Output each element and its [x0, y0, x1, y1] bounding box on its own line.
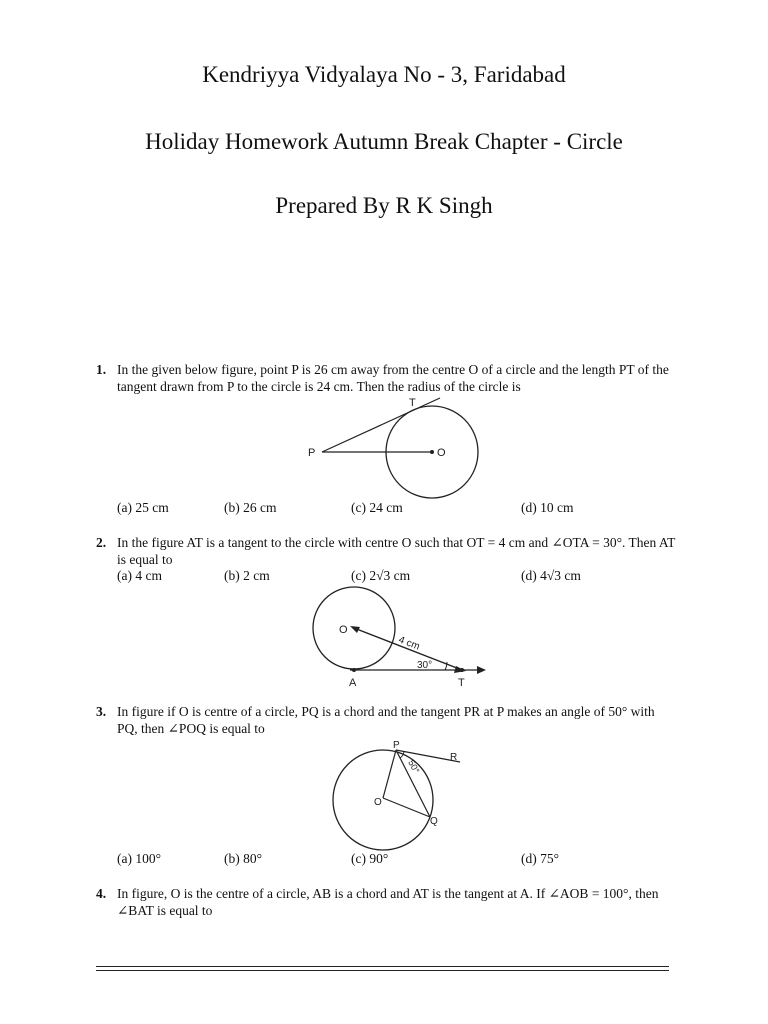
question-number: 4. — [96, 886, 107, 901]
figure-q1 — [300, 392, 490, 502]
label-t: T — [409, 397, 416, 409]
tangent-pt — [322, 398, 440, 452]
question-number: 1. — [96, 362, 107, 377]
arrowhead-o — [350, 626, 360, 633]
label-angle: 30° — [417, 660, 433, 671]
author-line: Prepared By R K Singh — [275, 193, 493, 218]
angle-arc — [400, 751, 404, 758]
question-number: 2. — [96, 535, 107, 550]
option-b: (b) 80° — [224, 851, 263, 866]
question-text: In figure, O is the centre of a circle, AB is a chord and AT is the tangent at A. If ∠AOB = 100°, then ∠BAT is equal to — [117, 886, 659, 918]
label-length: 4 cm — [396, 634, 422, 653]
label-a: A — [349, 677, 357, 689]
option-c: (c) 90° — [351, 851, 389, 866]
figure-q3 — [320, 738, 470, 853]
point-a — [352, 668, 356, 672]
arrowhead-t — [477, 666, 486, 674]
option-a: (a) 100° — [117, 851, 162, 866]
question-text: In the figure AT is a tangent to the circle with centre O such that OT = 4 cm and ∠OTA = 30°. Then AT is equal to — [117, 535, 676, 567]
footer-rule-bottom — [96, 970, 669, 971]
radius-op — [383, 750, 396, 798]
label-angle: 50° — [406, 758, 422, 775]
footer-rule-top — [96, 966, 669, 967]
option-d: (d) 4√3 cm — [521, 568, 581, 583]
school-name: Kendriyya Vidyalaya No - 3, Faridabad — [202, 62, 566, 87]
label-p: P — [393, 740, 400, 751]
label-r: R — [450, 752, 458, 763]
radius-oq — [383, 798, 430, 817]
option-c: (c) 2√3 cm — [351, 568, 411, 583]
label-p: P — [308, 447, 316, 459]
option-d: (d) 75° — [521, 851, 560, 866]
figure-q2 — [300, 585, 500, 690]
label-t: T — [458, 677, 465, 689]
question-text: In figure if O is centre of a circle, PQ is a chord and the tangent PR at P makes an angle of 50° with PQ, then ∠POQ is equal to — [117, 704, 655, 736]
homework-title: Holiday Homework Autumn Break Chapter - Circle — [145, 129, 623, 154]
question-number: 3. — [96, 704, 107, 719]
point-t — [460, 668, 464, 672]
label-o: O — [437, 447, 446, 459]
option-d: (d) 10 cm — [521, 500, 574, 515]
label-q: Q — [430, 816, 438, 827]
option-a: (a) 25 cm — [117, 500, 169, 515]
option-a: (a) 4 cm — [117, 568, 162, 583]
label-o: O — [374, 797, 382, 808]
option-b: (b) 2 cm — [224, 568, 270, 583]
centre-dot — [430, 450, 434, 454]
option-c: (c) 24 cm — [351, 500, 403, 515]
label-o: O — [339, 624, 348, 636]
question-text: In the given below figure, point P is 26 cm away from the centre O of a circle and the length PT of the tangent drawn from P to the circle is 24 cm. Then the radius of the circle is — [117, 362, 669, 394]
option-b: (b) 26 cm — [224, 500, 277, 515]
